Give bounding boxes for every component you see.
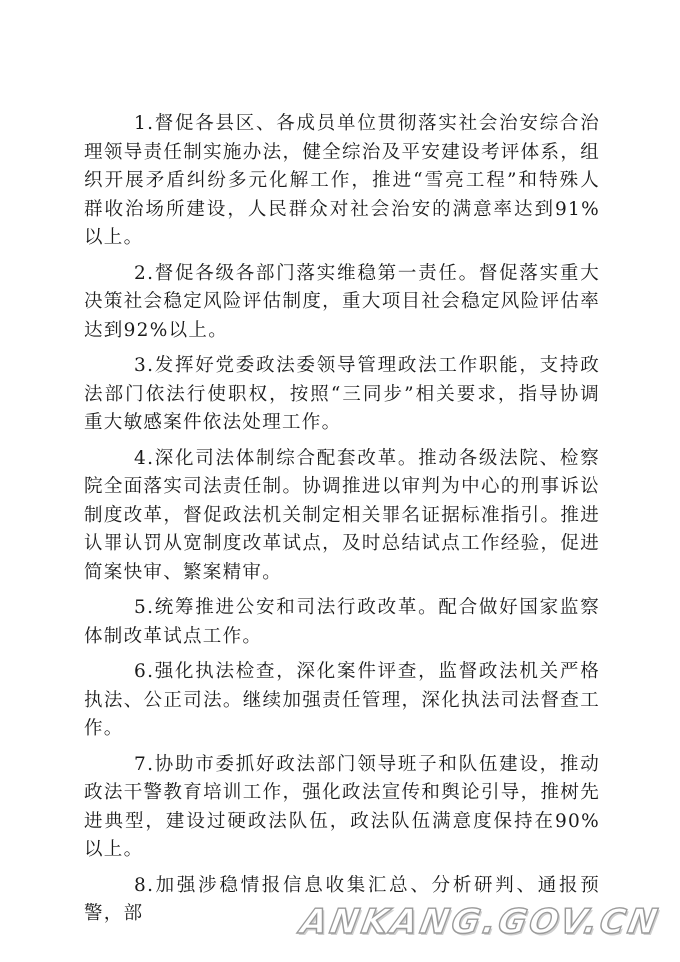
- paragraph-7: 7.协助市委抓好政法部门领导班子和队伍建设，推动政法干警教育培训工作，强化政法宣传和舆论引导，推树先进典型，建设过硬政法队伍，政法队伍满意度保持在90%以上。: [84, 753, 600, 860]
- paragraph-5: 5.统筹推进公安和司法行政改革。配合做好国家监察体制改革试点工作。: [84, 597, 600, 647]
- paragraph-6: 6.强化执法检查，深化案件评查，监督政法机关严格执法、公正司法。继续加强责任管理，深化执法司法督查工作。: [84, 661, 600, 739]
- paragraph-3: 3.发挥好党委政法委领导管理政法工作职能，支持政法部门依法行使职权，按照“三同步”相关要求，指导协调重大敏感案件依法处理工作。: [84, 355, 600, 433]
- paragraph-1: 1.督促各县区、各成员单位贯彻落实社会治安综合治理领导责任制实施办法，健全综治及平安建设考评体系，组织开展矛盾纠纷多元化解工作，推进“雪亮工程”和特殊人群收治场所建设，人民群众对社会治安的满意率达到91%以上。: [84, 113, 600, 248]
- site-watermark: ANKANG.GOV.CN: [297, 902, 664, 942]
- paragraph-2: 2.督促各级各部门落实维稳第一责任。督促落实重大决策社会稳定风险评估制度，重大项目社会稳定风险评估率达到92%以上。: [84, 262, 600, 341]
- document-body: [84, 110, 600, 936]
- paragraph-8: 8.加强涉稳情报信息收集汇总、分析研判、通报预警，部: [84, 874, 600, 924]
- paragraph-4: 4.深化司法体制综合配套改革。推动各级法院、检察院全面落实司法责任制。协调推进以审判为中心的刑事诉讼制度改革，督促政法机关制定相关罪名证据标准指引。推进认罪认罚从宽制度改革试点，及时总结试点工作经验，促进简案快审、繁案精审。: [84, 447, 600, 583]
